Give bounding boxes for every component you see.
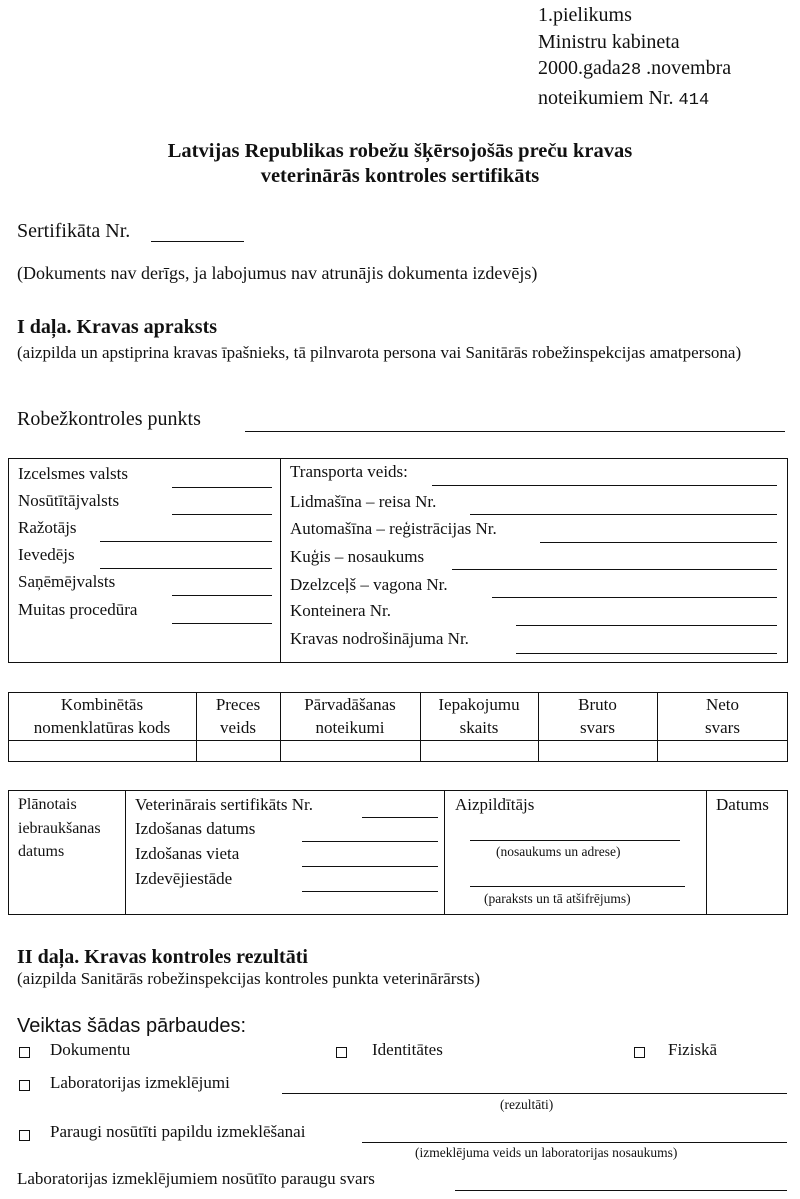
physical-checkbox[interactable]: [634, 1047, 645, 1058]
documents-label: Dokumentu: [50, 1040, 131, 1059]
sample-weight-label: Laboratorijas izmeklējumiem nosūtīto paraugu svars: [17, 1169, 375, 1188]
samples-caption: (izmeklējuma veids un laboratorijas nosaukums): [415, 1145, 678, 1160]
issuer-label: Izdevējiestāde: [135, 869, 233, 888]
document-title: Latvijas Republikas robežu šķērsojošās preču kravas veterinārās kontroles sertifikāts: [167, 140, 633, 187]
certificate-number-label: Sertifikāta Nr.: [17, 220, 131, 242]
samples-sent-checkbox[interactable]: [19, 1130, 30, 1141]
lab-tests-checkbox[interactable]: [19, 1080, 30, 1091]
certificate-number-line: [151, 241, 244, 242]
filler-label: Aizpildītājs: [455, 795, 535, 814]
annex-issuer: Ministru kabineta: [538, 30, 680, 53]
col-header-code: Kombinētās nomenklatūras kods: [33, 695, 171, 737]
ship-name-label: Kuģis – nosaukums: [290, 547, 425, 566]
name-address-caption: (nosaukums un adrese): [496, 844, 621, 859]
annex-number: 1.pielikums: [538, 4, 632, 26]
validity-note: (Dokuments nav derīgs, ja labojumus nav atrunājis dokumenta izdevējs): [17, 263, 538, 283]
col-header-net-weight: Neto svars: [705, 695, 740, 737]
receiver-country-label: Saņēmējvalsts: [18, 572, 116, 591]
lab-tests-label: Laboratorijas izmeklējumi: [50, 1073, 230, 1092]
cargo-seal-label: Kravas nodrošinājuma Nr.: [290, 629, 469, 648]
part2-note: (aizpilda Sanitārās robežinspekcijas kontroles punkta veterinārārsts): [17, 969, 481, 988]
part1-note: (aizpilda un apstiprina kravas īpašnieks, tā pilnvarota persona vai Sanitārās robežinspekcijas amatpersona): [17, 343, 742, 362]
sender-country-label: Nosūtītājvalsts: [18, 491, 120, 510]
identity-checkbox[interactable]: [336, 1047, 347, 1058]
annex-regulation: noteikumiem Nr. 414: [538, 86, 710, 110]
documents-checkbox[interactable]: [19, 1047, 30, 1058]
issue-place-label: Izdošanas vieta: [135, 844, 240, 863]
customs-procedure-label: Muitas procedūra: [18, 600, 138, 619]
car-registration-label: Automašīna – reģistrācijas Nr.: [290, 519, 497, 538]
annex-header: [538, 2, 731, 114]
airplane-flight-label: Lidmašīna – reisa Nr.: [290, 492, 437, 511]
samples-sent-label: Paraugi nosūtīti papildu izmeklēšanai: [50, 1122, 306, 1141]
railway-wagon-label: Dzelzceļš – vagona Nr.: [290, 575, 448, 594]
border-point-label: Robežkontroles punkts: [17, 408, 201, 430]
producer-label: Ražotājs: [18, 518, 77, 537]
origin-transport-divider: [280, 458, 281, 663]
identity-label: Identitātes: [372, 1040, 443, 1059]
col-header-gross-weight: Bruto svars: [578, 695, 617, 737]
signature-caption: (paraksts un tā atšifrējums): [484, 891, 631, 906]
date-label: Datums: [716, 795, 769, 814]
importer-label: Ievedējs: [18, 545, 75, 564]
physical-label: Fiziskā: [668, 1040, 718, 1059]
results-caption: (rezultāti): [500, 1097, 554, 1112]
part1-heading: I daļa. Kravas apraksts: [17, 316, 218, 338]
planned-entry-date-label: Plānotais iebraukšanas datums: [18, 796, 101, 860]
col-header-packages: Iepakojumu skaits: [438, 695, 520, 737]
container-number-label: Konteinera Nr.: [290, 601, 392, 620]
col-header-goods-type: Preces veids: [215, 695, 261, 737]
goods-table-header-rule: [8, 740, 788, 741]
col-header-transport-conditions: Pārvadāšanas noteikumi: [304, 695, 396, 737]
transport-type-title: Transporta veids:: [290, 462, 408, 481]
part2-heading: II daļa. Kravas kontroles rezultāti: [17, 946, 308, 968]
border-point-line: [245, 431, 785, 432]
issue-date-label: Izdošanas datums: [135, 819, 256, 838]
checks-title: Veiktas šādas pārbaudes:: [17, 1015, 247, 1037]
vet-certificate-no-label: Veterinārais sertifikāts Nr.: [135, 795, 313, 814]
annex-date: 2000.gada28 .novembra: [538, 57, 732, 80]
origin-country-label: Izcelsmes valsts: [18, 464, 128, 483]
